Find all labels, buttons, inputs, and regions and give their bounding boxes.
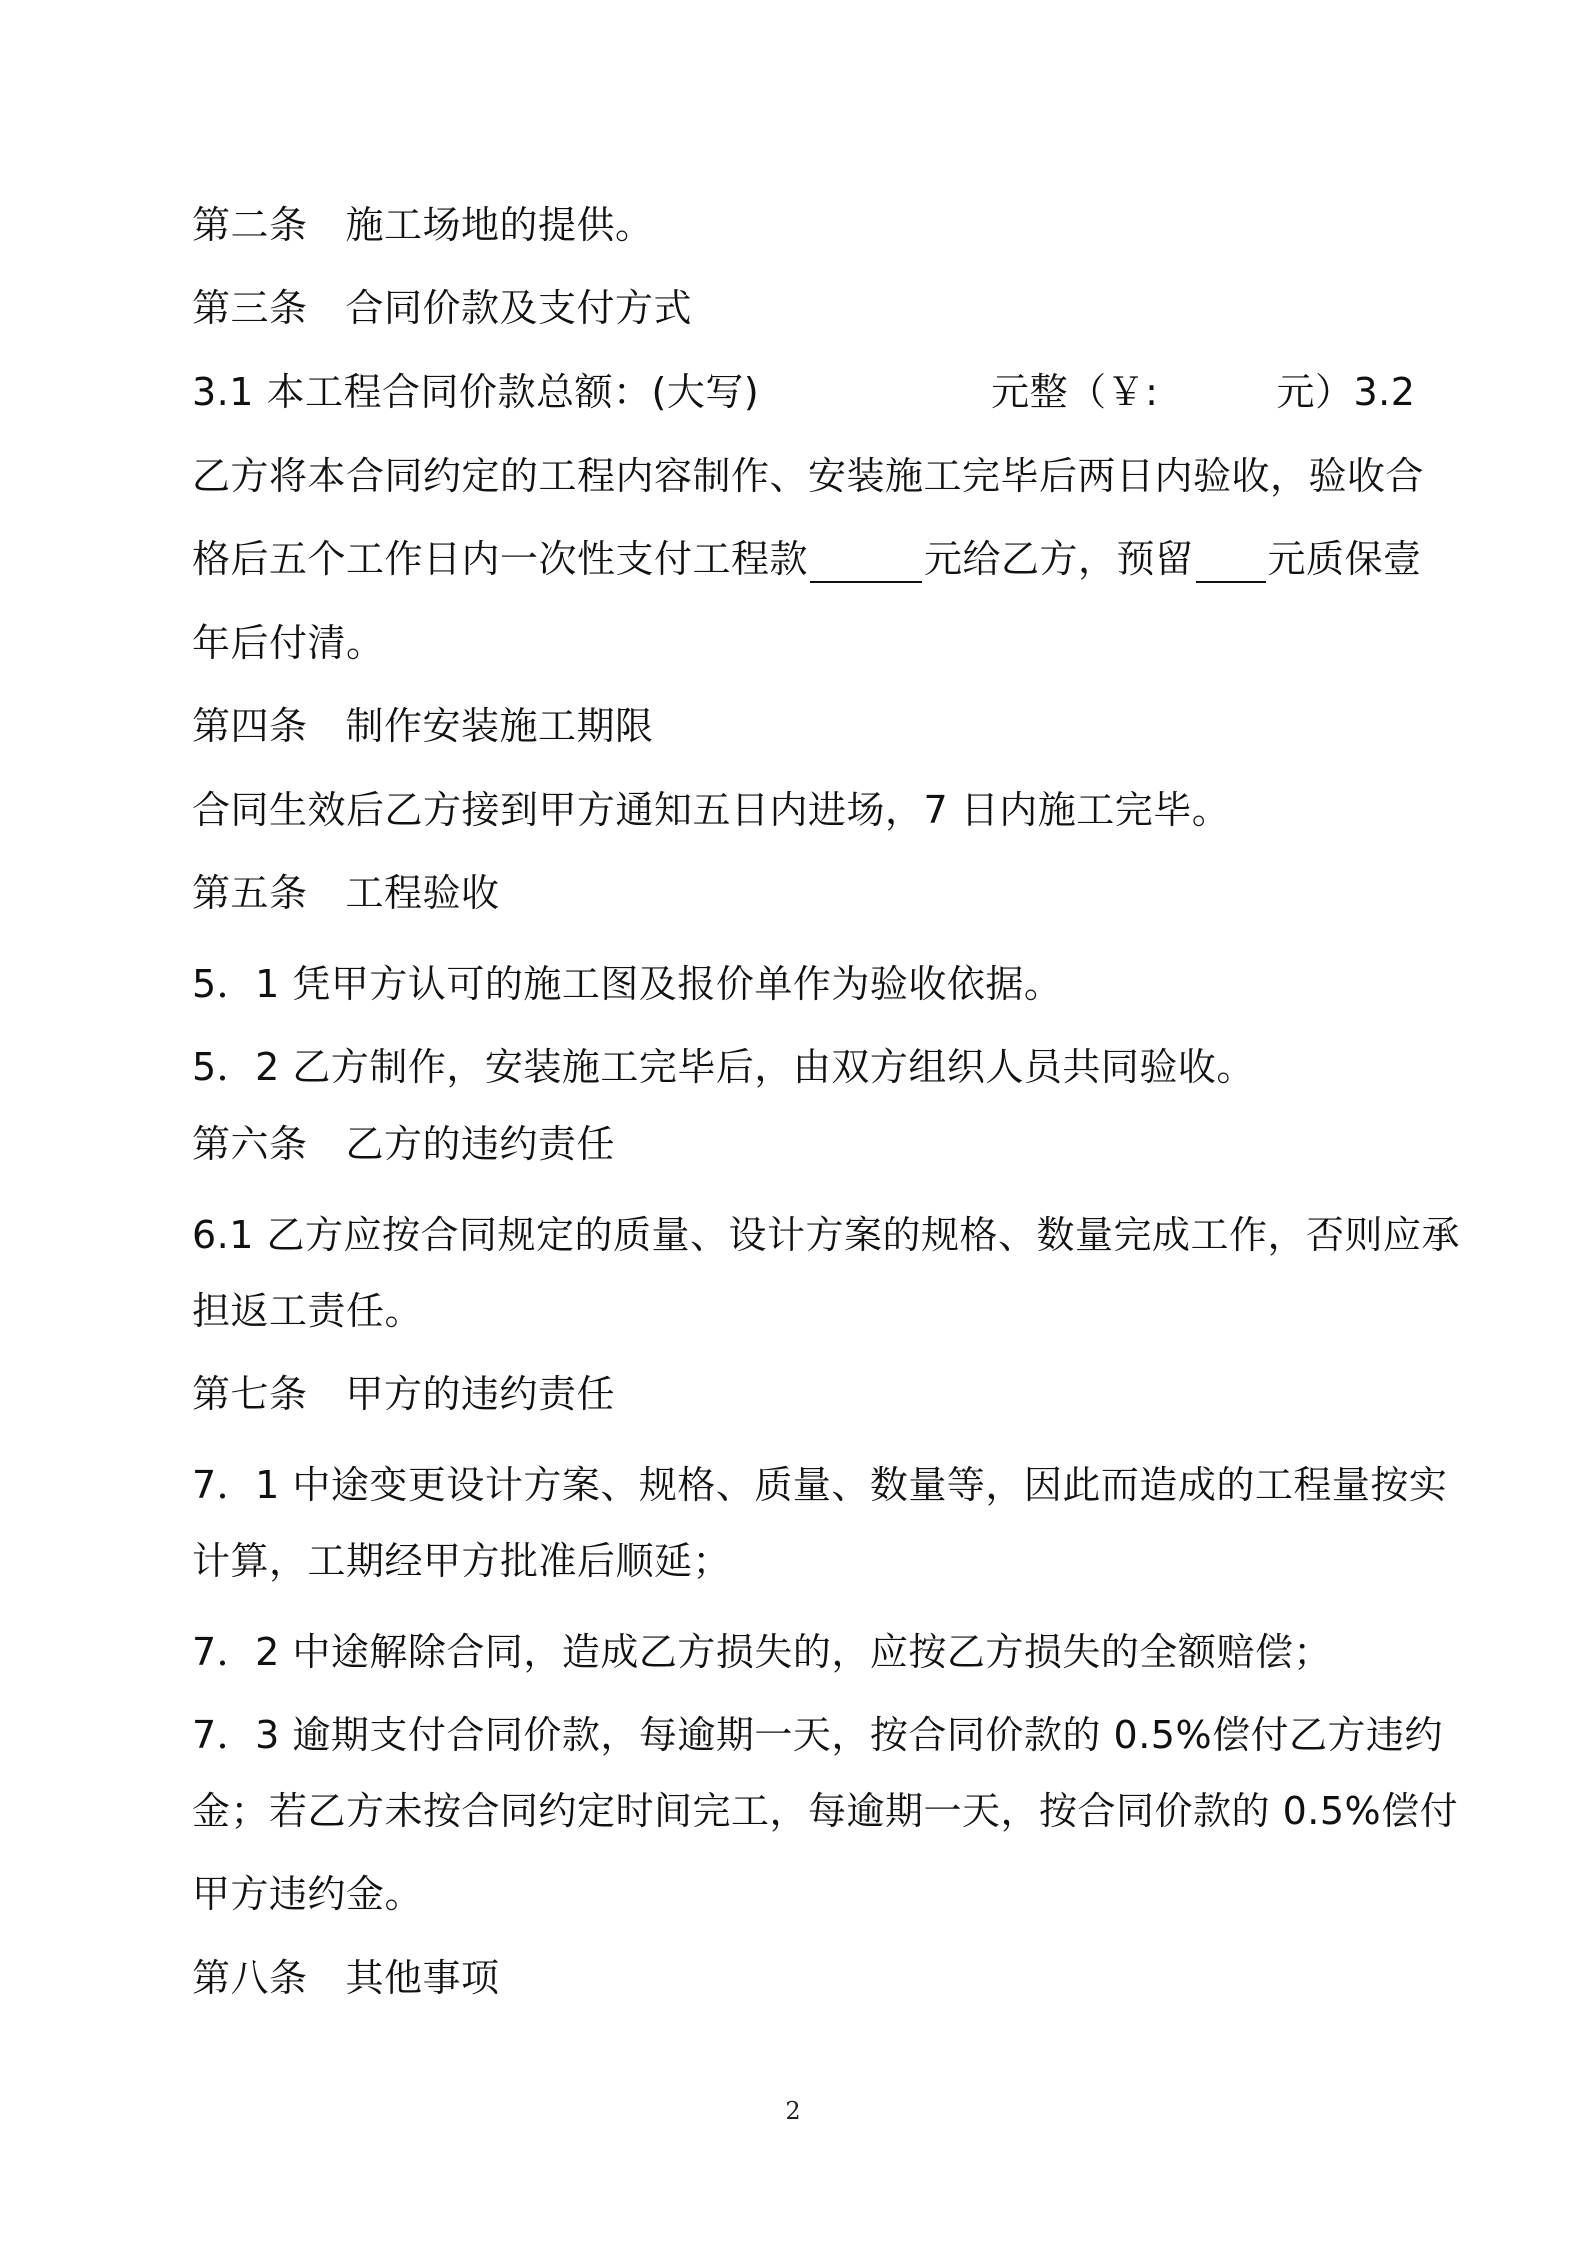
clause-text: 3.1 本工程合同价款总额：(大写): [192, 370, 760, 414]
article-number: 第七条: [192, 1372, 308, 1416]
clause-6-1-line-2: 担返工责任。: [192, 1289, 424, 1333]
article-number: 第八条: [192, 1956, 308, 2000]
article-title: 工程验收: [345, 871, 500, 915]
article-6-heading: [192, 1120, 1410, 1168]
clause-4: 合同生效后乙方接到甲方通知五日内进场，7 日内施工完毕。: [192, 788, 1231, 832]
article-7-heading: [192, 1370, 1410, 1418]
clause-7-3-line-3: 甲方违约金。: [192, 1872, 424, 1916]
article-number: 第六条: [192, 1122, 308, 1166]
article-number: 第三条: [192, 286, 308, 330]
article-number: 第二条: [192, 203, 308, 247]
clause-text: 元）3.2: [1276, 370, 1416, 414]
article-title: 合同价款及支付方式: [345, 286, 693, 330]
clause-text: 元整（￥:: [991, 370, 1159, 414]
clause-5-2: 5．2 乙方制作，安装施工完毕后，由双方组织人员共同验收。: [192, 1045, 1255, 1089]
clause-3-2-line-2: [192, 535, 1422, 583]
retention-blank: [1196, 545, 1266, 583]
clause-text: 元给乙方，预留: [924, 537, 1194, 581]
clause-3-2-line-1: 乙方将本合同约定的工程内容制作、安装施工完毕后两日内验收，验收合: [192, 454, 1425, 498]
article-number: 第五条: [192, 871, 308, 915]
article-5-heading: [192, 869, 1410, 917]
clause-7-3-line-1: 7．3 逾期支付合同价款，每逾期一天，按合同价款的 0.5%偿付乙方违约: [192, 1713, 1444, 1757]
clause-text: 格后五个工作日内一次性支付工程款: [192, 537, 809, 581]
article-title: 乙方的违约责任: [345, 1122, 616, 1166]
article-4-heading: [192, 702, 1410, 750]
clause-6-1-line-1: 6.1 乙方应按合同规定的质量、设计方案的规格、数量完成工作，否则应承: [192, 1213, 1461, 1257]
amount-blank: [810, 545, 922, 583]
clause-3-2-line-3: 年后付清。: [192, 621, 385, 665]
clause-7-2: 7．2 中途解除合同，造成乙方损失的，应按乙方损失的全额赔偿；: [192, 1630, 1332, 1674]
article-8-heading: [192, 1954, 1410, 2002]
article-3-heading: [192, 284, 1410, 332]
article-number: 第四条: [192, 704, 308, 748]
article-2-heading: [192, 201, 1410, 249]
article-title: 其他事项: [345, 1956, 500, 2000]
article-title: 施工场地的提供。: [345, 203, 654, 247]
clause-text: 元质保壹: [1267, 537, 1422, 581]
clause-7-1-line-2: 计算，工期经甲方批准后顺延；: [192, 1539, 732, 1583]
clause-7-1-line-1: 7．1 中途变更设计方案、规格、质量、数量等，因此而造成的工程量按实: [192, 1463, 1448, 1507]
page-number: 2: [785, 2097, 801, 2125]
clause-5-1: 5．1 凭甲方认可的施工图及报价单作为验收依据。: [192, 962, 1063, 1006]
article-title: 制作安装施工期限: [345, 704, 654, 748]
article-title: 甲方的违约责任: [345, 1372, 616, 1416]
clause-3-1: [192, 368, 1416, 416]
clause-7-3-line-2: 金；若乙方未按合同约定时间完工，每逾期一天，按合同价款的 0.5%偿付: [192, 1789, 1459, 1833]
